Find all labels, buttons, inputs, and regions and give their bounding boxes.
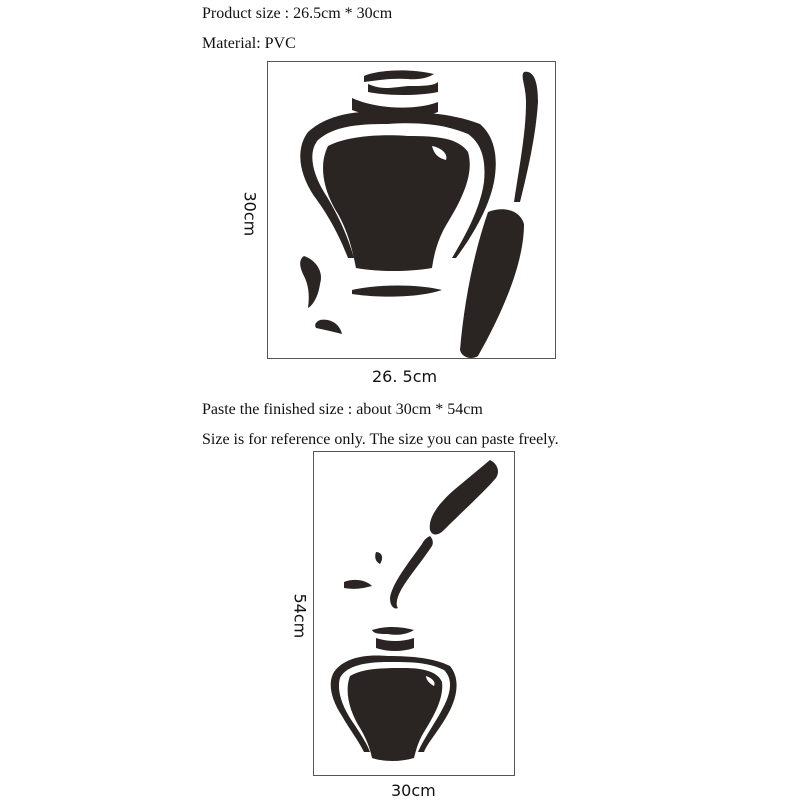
paste-size-text: Paste the finished size : about 30cm * 54cm [202,401,483,418]
width-label-product: 26. 5cm [372,367,438,386]
height-label-pasted: 54cm [290,593,310,639]
product-figure-frame [267,61,556,359]
product-size-text: Product size : 26.5cm * 30cm [202,5,393,22]
pasted-figure-frame [313,451,515,776]
reference-note-text: Size is for reference only. The size you can paste freely. [202,431,559,448]
nail-polish-decal-illustration [268,62,557,360]
material-text: Material: PVC [202,35,296,52]
width-label-pasted: 30cm [391,781,436,800]
height-label-product: 30cm [240,191,260,237]
pasted-decal-illustration [314,452,516,777]
